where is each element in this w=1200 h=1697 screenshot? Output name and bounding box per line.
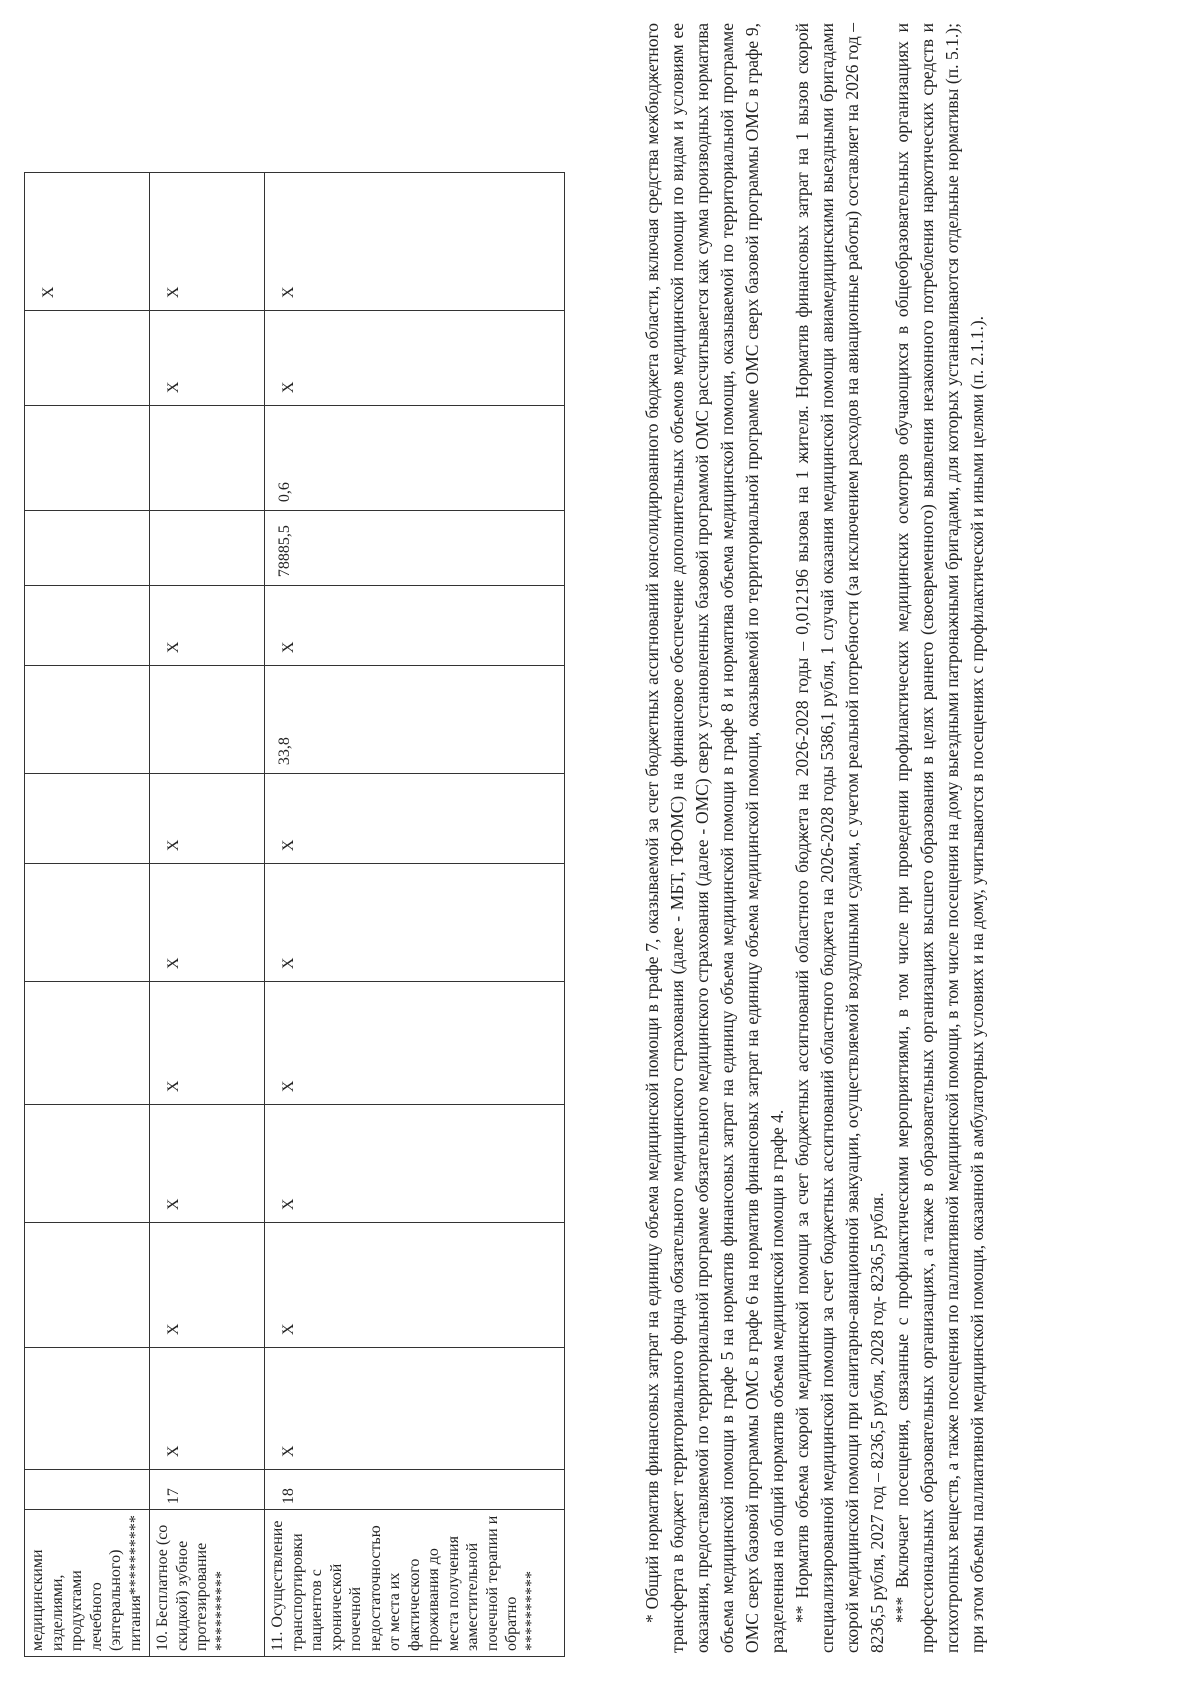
table-cell: X bbox=[150, 1105, 265, 1223]
table-cell bbox=[150, 666, 265, 774]
table-cell bbox=[150, 511, 265, 586]
row-label: 10. Бесплатное (со скидкой) зубное протезирование ********** bbox=[150, 1510, 265, 1657]
table-cell: X bbox=[150, 173, 265, 311]
table-cell: X bbox=[265, 1223, 565, 1348]
table-cell bbox=[25, 982, 150, 1105]
table-cell bbox=[25, 774, 150, 864]
footnote-3: *** Включает посещения, связанные с профилактическими мероприятиями, в том числе при проведении профилактических медицинских осмотров обучающихся в общеобразовательных организациях и профессиональных образовательных организациях, а также в образовательных организациях высшего образования в целях раннего (своевременного) выявления незаконного потребления наркотических средств и психотропных веществ, а также посещения по паллиативной медицинской помощи, в том числе посещения на дому выездными патронажными бригадами, для которых устанавливаются отдельные нормативы (п. 5.1.); при этом объемы паллиативной медицинской помощи, оказанной в амбулаторных условиях и на дому, учитываются в посещениях с профилактической и иными целями (п. 2.1.1.). bbox=[892, 23, 988, 1653]
table-cell: X bbox=[25, 173, 150, 311]
row-number: 18 bbox=[265, 1470, 565, 1510]
footnotes bbox=[640, 23, 990, 1653]
footnote-2: ** Норматив объема скорой медицинской помощи за счет бюджетных ассигнований областного бюджета на 2026-2028 годы – 0,012196 вызова на 1 жителя. Норматив финансовых затрат на 1 вызов скорой специализированной медицинской помощи за счет бюджетных ассигнований областного бюджета на 2026-2028 годы 5386,1 рубля, 1 случай оказания медицинской помощи авиамедицинскими выездными бригадами скорой медицинской помощи при санитарно-авиационной эвакуации, осуществляемой воздушными судами, с учетом реальной потребности (за исключением расходов на авиационные работы) составляет на 2026 год – 8236,5 рубля, 2027 год – 8236,5 рубля, 2028 год- 8236,5 рубля. bbox=[792, 23, 888, 1653]
table-cell: X bbox=[265, 864, 565, 982]
table-cell: X bbox=[265, 982, 565, 1105]
table-cell bbox=[25, 311, 150, 406]
table-cell: X bbox=[150, 774, 265, 864]
row-number: 17 bbox=[150, 1470, 265, 1510]
table-cell: X bbox=[150, 311, 265, 406]
table-cell bbox=[25, 1348, 150, 1470]
table-cell: X bbox=[265, 1348, 565, 1470]
table-cell: X bbox=[150, 982, 265, 1105]
table-cell bbox=[25, 1105, 150, 1223]
table-cell: X bbox=[150, 864, 265, 982]
table-cell bbox=[25, 406, 150, 511]
table-cell bbox=[25, 1223, 150, 1348]
table-cell bbox=[25, 666, 150, 774]
normatives-table bbox=[24, 172, 565, 1657]
table-cell: X bbox=[265, 1105, 565, 1223]
row-label: 11. Осуществление транспортировки пациентов с хронической почечной недостаточностью от места их фактического проживания до места получения заместительной почечной терапии и обратно ********** bbox=[265, 1510, 565, 1657]
table-row bbox=[150, 173, 265, 1657]
table-row bbox=[25, 173, 150, 1657]
table-cell bbox=[150, 406, 265, 511]
table-cell: 78885,5 bbox=[265, 511, 565, 586]
row-number bbox=[25, 1470, 150, 1510]
table-cell: X bbox=[265, 173, 565, 311]
table-cell: 0,6 bbox=[265, 406, 565, 511]
table-cell bbox=[25, 511, 150, 586]
table-cell: X bbox=[150, 1223, 265, 1348]
table-cell bbox=[25, 864, 150, 982]
table-cell: X bbox=[265, 774, 565, 864]
table-row bbox=[265, 173, 565, 1657]
table-cell: X bbox=[150, 586, 265, 666]
footnote-1: * Общий норматив финансовых затрат на единицу объема медицинской помощи в графе 7, оказываемой за счет бюджетных ассигнований консолидированного бюджета области, включая средства межбюджетного трансферта в бюджет территориального фонда обязательного медицинского страхования (далее - МБТ, ТФОМС) на финансовое обеспечение дополнительных объемов медицинской помощи по видам и условиям ее оказания, предоставляемой по территориальной программе обязательного медицинского страхования (далее - ОМС) сверх установленных базовой программой ОМС рассчитывается как сумма производных норматива объема медицинской помощи в графе 5 на норматив финансовых затрат на единицу объема медицинской помощи в графе 8 и норматива объема медицинской помощи, оказываемой по территориальной программе ОМС сверх базовой программы ОМС в графе 6 на норматив финансовых затрат на единицу объема медицинской помощи, оказываемой по территориальной программе ОМС сверх базовой программы ОМС в графе 9, разделенная на общий норматив объема медицинской помощи в графе 4. bbox=[642, 23, 788, 1653]
table-cell: X bbox=[265, 586, 565, 666]
table-cell bbox=[25, 586, 150, 666]
table-cell: X bbox=[150, 1348, 265, 1470]
table-cell: 33,8 bbox=[265, 666, 565, 774]
table-cell: X bbox=[265, 311, 565, 406]
row-label: медицинскими изделиями, продуктами лечебного (энтерального) питания********** bbox=[25, 1510, 150, 1657]
